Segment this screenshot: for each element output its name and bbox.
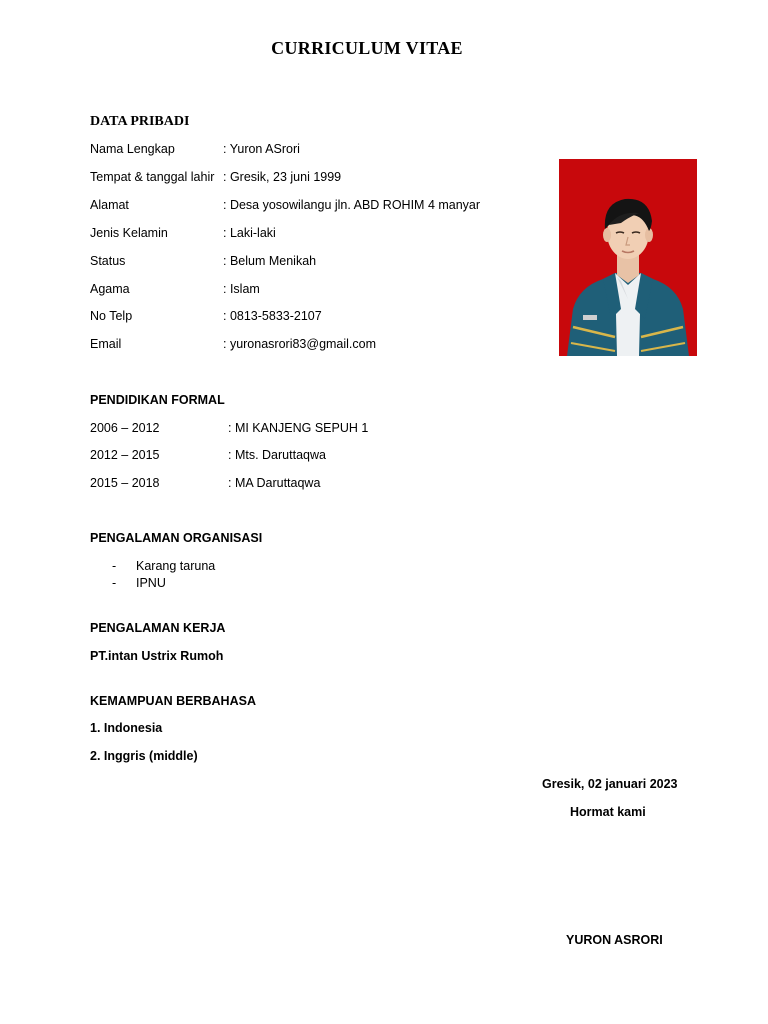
education-period: 2006 – 2012 bbox=[90, 421, 160, 435]
education-heading: PENDIDIKAN FORMAL bbox=[90, 393, 225, 407]
organization-name: IPNU bbox=[136, 576, 166, 590]
education-school: : MI KANJENG SEPUH 1 bbox=[228, 421, 369, 435]
work-item: PT.intan Ustrix Rumoh bbox=[90, 649, 224, 663]
education-school: : Mts. Daruttaqwa bbox=[228, 448, 326, 462]
page-title: CURRICULUM VITAE bbox=[271, 38, 463, 58]
full-name-value: : Yuron ASrori bbox=[223, 142, 300, 156]
gender-label: Jenis Kelamin bbox=[90, 226, 168, 240]
languages-heading: KEMAMPUAN BERBAHASA bbox=[90, 694, 256, 708]
language-item: 1. Indonesia bbox=[90, 721, 163, 735]
full-name-label: Nama Lengkap bbox=[90, 142, 175, 156]
organization-name: Karang taruna bbox=[136, 559, 216, 573]
email-label: Email bbox=[90, 337, 122, 351]
education-period: 2012 – 2015 bbox=[90, 448, 160, 462]
religion-value: : Islam bbox=[223, 282, 260, 296]
bullet-dash: - bbox=[112, 576, 117, 590]
work-heading: PENGALAMAN KERJA bbox=[90, 621, 226, 635]
religion-label: Agama bbox=[90, 282, 130, 296]
email-value: : yuronasrori83@gmail.com bbox=[223, 337, 377, 351]
personal-data-heading: DATA PRIBADI bbox=[90, 114, 190, 129]
bullet-dash: - bbox=[112, 559, 117, 573]
list-item bbox=[112, 575, 215, 592]
place-date: Gresik, 02 januari 2023 bbox=[542, 777, 678, 791]
birth-value: : Gresik, 23 juni 1999 bbox=[223, 170, 342, 184]
list-item bbox=[112, 558, 215, 575]
profile-photo bbox=[559, 159, 697, 356]
closing-regards: Hormat kami bbox=[570, 805, 646, 819]
phone-value: : 0813-5833-2107 bbox=[223, 309, 322, 323]
address-label: Alamat bbox=[90, 198, 129, 212]
education-school: : MA Daruttaqwa bbox=[228, 476, 321, 490]
status-value: : Belum Menikah bbox=[223, 254, 317, 268]
person-portrait-icon bbox=[559, 159, 697, 356]
organization-heading: PENGALAMAN ORGANISASI bbox=[90, 531, 263, 545]
address-value: : Desa yosowilangu jln. ABD ROHIM 4 manyar bbox=[223, 198, 481, 212]
birth-label: Tempat & tanggal lahir bbox=[90, 170, 215, 184]
gender-value: : Laki-laki bbox=[223, 226, 276, 240]
status-label: Status bbox=[90, 254, 126, 268]
education-period: 2015 – 2018 bbox=[90, 476, 160, 490]
language-item: 2. Inggris (middle) bbox=[90, 749, 198, 763]
phone-label: No Telp bbox=[90, 309, 133, 323]
organization-list bbox=[112, 558, 215, 592]
signatory-name: YURON ASRORI bbox=[566, 933, 663, 947]
